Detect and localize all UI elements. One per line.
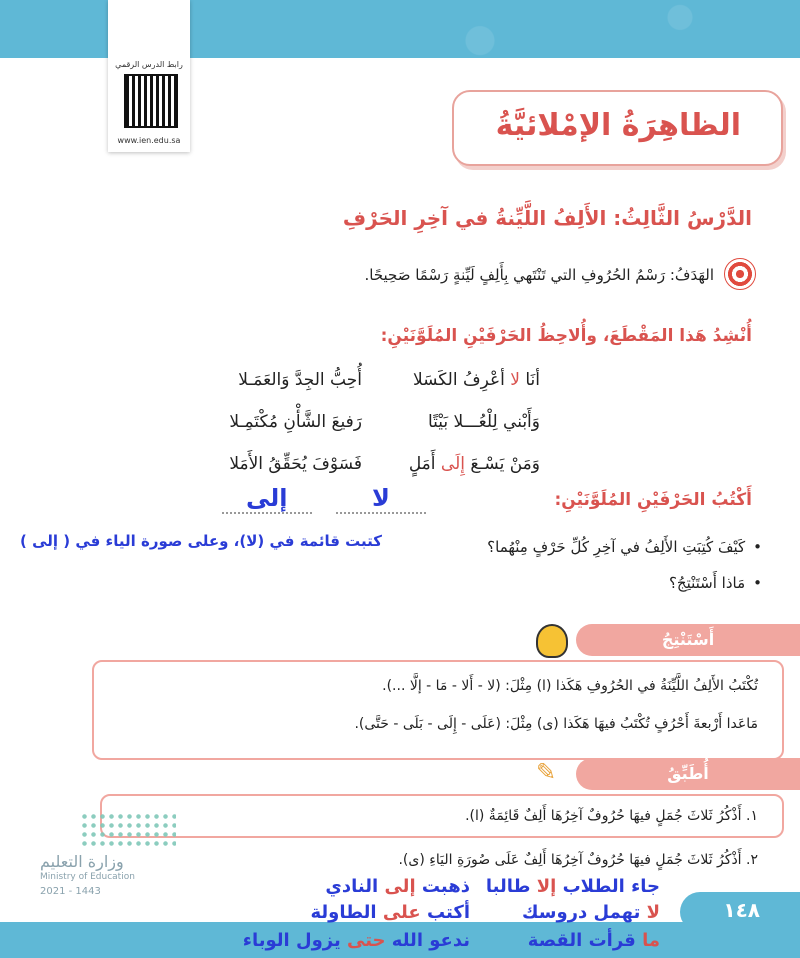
lesson-goal: الهَدَفُ: رَسْمُ الحُرُوفِ التي تَنْتَهي بِأَلِفٍ لَيِّنةٍ رَسْمًا صَحِيحًا.	[364, 266, 714, 284]
answer-text: طالبا	[485, 876, 537, 897]
poem-highlight: إِلَى	[440, 454, 465, 474]
answer-text: ندعو الله	[385, 930, 470, 951]
answer-text: أكتب	[420, 902, 470, 923]
qr-code-icon[interactable]	[126, 76, 176, 126]
qr-card[interactable]	[108, 0, 190, 152]
handwritten-answer-1	[486, 876, 660, 897]
unit-title: الظاهِرَةُ الإمْلائيَّةُ	[495, 108, 741, 143]
question-1: • كَيْفَ كُتِبَتِ الأَلِفُ في آخِرِ كُلِّ حَرْفٍ مِنْهُما؟	[487, 538, 762, 556]
lightbulb-icon	[536, 624, 568, 658]
answer-highlight: على	[382, 902, 421, 923]
recite-instruction: أُنْشِدُ هَذا المَقْطَعَ، وأُلاحِظُ الحَرْفَيْنِ المُلَوَّنَيْنِ:	[380, 326, 752, 346]
answer-highlight: لا	[646, 902, 660, 923]
answer-text: ذهبت	[415, 876, 470, 897]
answer-highlight: ما	[642, 930, 660, 951]
answer-highlight: حتى	[347, 930, 386, 951]
apply-task-2: ٢. أَذْكُرُ ثَلاثَ جُمَلٍ فيهَا حُرُوفٌ آخِرُهَا أَلِفٌ عَلَى صُورَةِ اليَاءِ (ى).	[398, 852, 758, 868]
handwritten-answer-4	[310, 902, 470, 923]
poem-line-1-first	[413, 370, 540, 390]
answer-text: جاء الطلاب	[556, 876, 660, 897]
ministry-year: 2021 - 1443	[40, 886, 101, 897]
answer-text: قرأت القصة	[527, 930, 643, 951]
apply-label: أُطَبِّقُ	[667, 764, 709, 783]
poem-line-1-second: أُحِبُّ الجِدَّ وَالعَمَـلا	[238, 370, 362, 390]
unit-title-box	[452, 90, 783, 166]
pencil-ruler-icon: ✎	[536, 758, 557, 786]
conclude-item-text: مَاعَدا أَرْبعةَ أَحْرُفٍ تُكْتَبُ فيهَا هَكَذا (ى) مِثْلَ: (عَلَى - إِلَى - بَلَى - حَتَّى).	[354, 716, 758, 732]
answer-la: لا	[372, 484, 390, 512]
poem-line-3-second: فَسَوْفَ يُحَقِّقُ الأَمَلا	[229, 454, 362, 474]
question-2: • مَاذا أَسْتَنْتِجُ؟	[669, 574, 762, 592]
answer-text: النادي	[325, 876, 385, 897]
poem-text: وَأَبْني لِلْعُـــلا بَيْتًا	[427, 412, 540, 432]
answer-line-1	[336, 512, 426, 514]
page-number-tab	[680, 892, 800, 932]
handwritten-answer-3	[522, 902, 660, 923]
answer-highlight: إلى	[384, 876, 416, 897]
conclude-item-1	[382, 678, 758, 694]
ministry-name-english: Ministry of Education	[40, 872, 135, 882]
poem-highlight: لا	[510, 370, 520, 390]
qr-url[interactable]: www.ien.edu.sa	[117, 136, 181, 145]
answer-text: الطاولة	[310, 902, 383, 923]
conclude-label: أَسْتَنْتِجُ	[661, 630, 715, 649]
ministry-name-arabic: وزارة التعليم	[40, 852, 124, 871]
ministry-logo	[40, 812, 180, 904]
handwritten-answer-5	[528, 930, 660, 951]
answer-text: يزول الوباء	[242, 930, 347, 951]
lesson-title: الدَّرْسُ الثَّالِثُ: الأَلِفُ اللَّيِّنةُ في آخِرِ الحَرْفِ	[342, 206, 752, 230]
target-icon	[724, 258, 756, 290]
poem-line-3-first	[409, 454, 540, 474]
answer-line-2	[222, 512, 312, 514]
poem-text: أَمَلٍ	[408, 454, 441, 474]
apply-header	[576, 758, 800, 790]
poem-line-2-first	[428, 412, 540, 432]
conclude-box	[92, 660, 784, 760]
poem-text: أنَا	[519, 370, 540, 390]
ministry-dots-icon	[80, 812, 176, 846]
qr-caption: رابط الدرس الرقمي	[115, 60, 183, 69]
poem-text: وَمَنْ يَسْـعَ	[465, 454, 540, 474]
write-label: أَكْتُبُ الحَرْفَيْنِ المُلَوَّنَيْنِ:	[554, 490, 752, 510]
answer-ila: إلى	[246, 484, 288, 512]
question-1-answer: كتبت قائمة في (لا)، وعلى صورة الياء في ( إلى )	[20, 532, 382, 550]
poem-line-2-second: رَفيعَ الشَّأْنِ مُكْتَمِـلا	[229, 412, 362, 432]
conclude-header	[576, 624, 800, 656]
conclude-item-2	[354, 716, 758, 732]
handwritten-answer-2	[325, 876, 470, 897]
handwritten-answer-6	[243, 930, 470, 951]
conclude-item-text: تُكْتَبُ الأَلِفُ اللَّيِّنَةُ في الحُرُوفِ هَكَذا (ا) مِثْلَ: (لا - أَلا - مَا - إلَّا ...).	[382, 678, 758, 694]
answer-text: تهمل دروسك	[522, 902, 647, 923]
apply-task-1: ١. أَذْكُرُ ثَلاثَ جُمَلٍ فيهَا حُرُوفٌ آخِرُهَا أَلِفٌ قَائِمَةٌ (ا).	[465, 808, 758, 824]
poem-text: أعْرِفُ الكَسَلا	[412, 370, 511, 390]
answer-highlight: إلا	[536, 876, 557, 897]
page-number: ١٤٨	[723, 898, 760, 922]
